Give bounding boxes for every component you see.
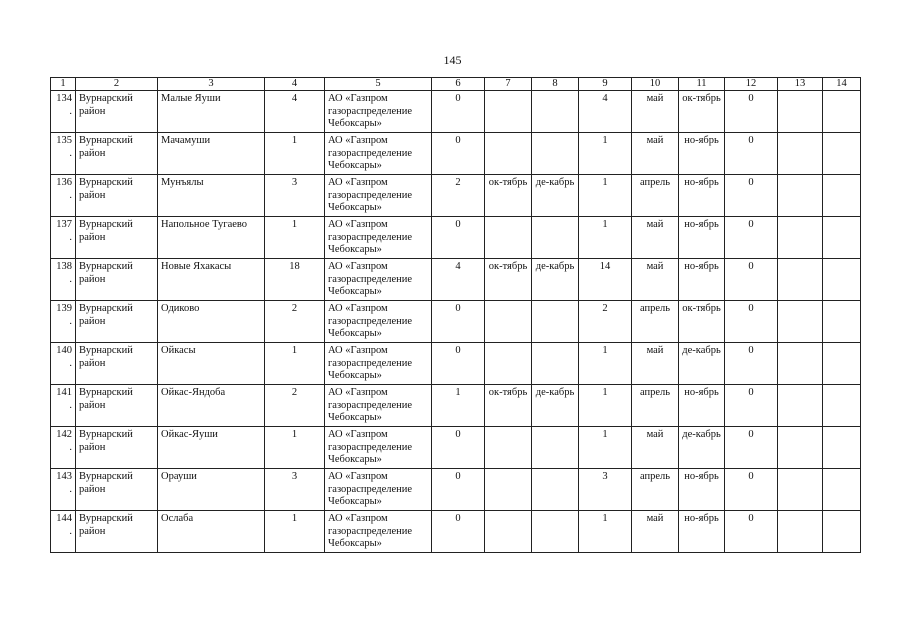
col4-cell: 1 — [265, 511, 325, 553]
col4-cell: 3 — [265, 175, 325, 217]
col8-cell — [532, 343, 579, 385]
col12-cell: 0 — [725, 91, 778, 133]
table-row — [51, 133, 861, 175]
col6-cell: 0 — [432, 427, 485, 469]
col9-cell: 1 — [579, 133, 632, 175]
organization-cell: АО «Газпром газораспределение Чебоксары» — [325, 175, 432, 217]
col7-cell: ок-тябрь — [485, 175, 532, 217]
col6-cell: 0 — [432, 91, 485, 133]
district-cell: Вурнарский район — [76, 175, 158, 217]
col14-cell — [823, 133, 861, 175]
col6-cell: 0 — [432, 343, 485, 385]
settlement-cell: Орауши — [158, 469, 265, 511]
col11-cell: де-кабрь — [679, 427, 725, 469]
col6-cell: 4 — [432, 259, 485, 301]
col4-cell: 1 — [265, 217, 325, 259]
organization-cell: АО «Газпром газораспределение Чебоксары» — [325, 133, 432, 175]
col13-cell — [778, 343, 823, 385]
column-header-3: 3 — [158, 78, 265, 91]
col14-cell — [823, 217, 861, 259]
col10-cell: май — [632, 91, 679, 133]
col14-cell — [823, 301, 861, 343]
col10-cell: апрель — [632, 385, 679, 427]
col9-cell: 1 — [579, 427, 632, 469]
col11-cell: де-кабрь — [679, 343, 725, 385]
column-header-2: 2 — [76, 78, 158, 91]
col4-cell: 2 — [265, 385, 325, 427]
column-header-11: 11 — [679, 78, 725, 91]
table-row — [51, 469, 861, 511]
data-table — [50, 77, 861, 553]
table-row — [51, 91, 861, 133]
col7-cell: ок-тябрь — [485, 259, 532, 301]
col4-cell: 1 — [265, 427, 325, 469]
col7-cell — [485, 511, 532, 553]
col14-cell — [823, 343, 861, 385]
district-cell: Вурнарский район — [76, 469, 158, 511]
col6-cell: 0 — [432, 469, 485, 511]
col4-cell: 2 — [265, 301, 325, 343]
col12-cell: 0 — [725, 469, 778, 511]
col9-cell: 1 — [579, 511, 632, 553]
row-number: 142. — [51, 427, 76, 469]
settlement-cell: Мунъялы — [158, 175, 265, 217]
col10-cell: апрель — [632, 301, 679, 343]
organization-cell: АО «Газпром газораспределение Чебоксары» — [325, 91, 432, 133]
col6-cell: 1 — [432, 385, 485, 427]
column-header-5: 5 — [325, 78, 432, 91]
col11-cell: но-ябрь — [679, 511, 725, 553]
col4-cell: 3 — [265, 469, 325, 511]
col12-cell: 0 — [725, 133, 778, 175]
col11-cell: но-ябрь — [679, 175, 725, 217]
col12-cell: 0 — [725, 301, 778, 343]
col7-cell — [485, 133, 532, 175]
col14-cell — [823, 259, 861, 301]
settlement-cell: Ослаба — [158, 511, 265, 553]
col9-cell: 3 — [579, 469, 632, 511]
organization-cell: АО «Газпром газораспределение Чебоксары» — [325, 343, 432, 385]
settlement-cell: Ойкас-Яндоба — [158, 385, 265, 427]
row-number: 140. — [51, 343, 76, 385]
col7-cell — [485, 301, 532, 343]
district-cell: Вурнарский район — [76, 343, 158, 385]
col13-cell — [778, 385, 823, 427]
row-number: 137. — [51, 217, 76, 259]
column-header-8: 8 — [532, 78, 579, 91]
column-header-6: 6 — [432, 78, 485, 91]
col11-cell: но-ябрь — [679, 217, 725, 259]
col6-cell: 0 — [432, 511, 485, 553]
col10-cell: апрель — [632, 175, 679, 217]
col6-cell: 0 — [432, 301, 485, 343]
col10-cell: май — [632, 259, 679, 301]
settlement-cell: Новые Яхакасы — [158, 259, 265, 301]
row-number: 139. — [51, 301, 76, 343]
settlement-cell: Ойкас-Яуши — [158, 427, 265, 469]
col11-cell: но-ябрь — [679, 385, 725, 427]
col7-cell — [485, 427, 532, 469]
col14-cell — [823, 175, 861, 217]
col8-cell — [532, 511, 579, 553]
table-row — [51, 427, 861, 469]
column-header-12: 12 — [725, 78, 778, 91]
settlement-cell: Одиково — [158, 301, 265, 343]
organization-cell: АО «Газпром газораспределение Чебоксары» — [325, 469, 432, 511]
col8-cell: де-кабрь — [532, 259, 579, 301]
col13-cell — [778, 259, 823, 301]
col11-cell: но-ябрь — [679, 259, 725, 301]
col7-cell — [485, 217, 532, 259]
col9-cell: 1 — [579, 217, 632, 259]
col14-cell — [823, 385, 861, 427]
col10-cell: май — [632, 133, 679, 175]
col12-cell: 0 — [725, 259, 778, 301]
col13-cell — [778, 427, 823, 469]
col8-cell — [532, 133, 579, 175]
table-row — [51, 385, 861, 427]
settlement-cell: Мачамуши — [158, 133, 265, 175]
district-cell: Вурнарский район — [76, 511, 158, 553]
col8-cell — [532, 301, 579, 343]
table-row — [51, 217, 861, 259]
settlement-cell: Ойкасы — [158, 343, 265, 385]
table-body — [51, 91, 861, 553]
row-number: 141. — [51, 385, 76, 427]
col9-cell: 14 — [579, 259, 632, 301]
col9-cell: 1 — [579, 385, 632, 427]
organization-cell: АО «Газпром газораспределение Чебоксары» — [325, 385, 432, 427]
col14-cell — [823, 511, 861, 553]
row-number: 138. — [51, 259, 76, 301]
col13-cell — [778, 469, 823, 511]
district-cell: Вурнарский район — [76, 133, 158, 175]
column-header-4: 4 — [265, 78, 325, 91]
organization-cell: АО «Газпром газораспределение Чебоксары» — [325, 511, 432, 553]
column-header-9: 9 — [579, 78, 632, 91]
col8-cell — [532, 427, 579, 469]
col4-cell: 1 — [265, 133, 325, 175]
col13-cell — [778, 511, 823, 553]
col14-cell — [823, 469, 861, 511]
organization-cell: АО «Газпром газораспределение Чебоксары» — [325, 301, 432, 343]
column-header-10: 10 — [632, 78, 679, 91]
column-header-14: 14 — [823, 78, 861, 91]
district-cell: Вурнарский район — [76, 91, 158, 133]
table-row — [51, 175, 861, 217]
col10-cell: май — [632, 511, 679, 553]
col11-cell: ок-тябрь — [679, 91, 725, 133]
col11-cell: ок-тябрь — [679, 301, 725, 343]
col6-cell: 0 — [432, 133, 485, 175]
table-row — [51, 301, 861, 343]
col8-cell — [532, 217, 579, 259]
col8-cell: де-кабрь — [532, 385, 579, 427]
col12-cell: 0 — [725, 175, 778, 217]
row-number: 136. — [51, 175, 76, 217]
district-cell: Вурнарский район — [76, 301, 158, 343]
col4-cell: 1 — [265, 343, 325, 385]
district-cell: Вурнарский район — [76, 427, 158, 469]
column-header-1: 1 — [51, 78, 76, 91]
col10-cell: май — [632, 343, 679, 385]
col14-cell — [823, 91, 861, 133]
col13-cell — [778, 133, 823, 175]
col8-cell — [532, 469, 579, 511]
col7-cell — [485, 343, 532, 385]
col9-cell: 2 — [579, 301, 632, 343]
table-row — [51, 343, 861, 385]
column-header-7: 7 — [485, 78, 532, 91]
settlement-cell: Напольное Тугаево — [158, 217, 265, 259]
row-number: 134. — [51, 91, 76, 133]
settlement-cell: Малые Яуши — [158, 91, 265, 133]
district-cell: Вурнарский район — [76, 217, 158, 259]
col9-cell: 1 — [579, 343, 632, 385]
district-cell: Вурнарский район — [76, 385, 158, 427]
organization-cell: АО «Газпром газораспределение Чебоксары» — [325, 217, 432, 259]
table-header-row — [51, 78, 861, 91]
col6-cell: 2 — [432, 175, 485, 217]
col8-cell — [532, 91, 579, 133]
col12-cell: 0 — [725, 343, 778, 385]
col12-cell: 0 — [725, 217, 778, 259]
col13-cell — [778, 217, 823, 259]
row-number: 143. — [51, 469, 76, 511]
col9-cell: 4 — [579, 91, 632, 133]
row-number: 144. — [51, 511, 76, 553]
col13-cell — [778, 301, 823, 343]
col14-cell — [823, 427, 861, 469]
col10-cell: апрель — [632, 469, 679, 511]
col12-cell: 0 — [725, 427, 778, 469]
col4-cell: 4 — [265, 91, 325, 133]
col7-cell — [485, 469, 532, 511]
table-row — [51, 511, 861, 553]
col11-cell: но-ябрь — [679, 469, 725, 511]
table-row — [51, 259, 861, 301]
col10-cell: май — [632, 427, 679, 469]
district-cell: Вурнарский район — [76, 259, 158, 301]
page-number: 145 — [443, 53, 462, 67]
col7-cell: ок-тябрь — [485, 385, 532, 427]
col12-cell: 0 — [725, 385, 778, 427]
col13-cell — [778, 91, 823, 133]
row-number: 135. — [51, 133, 76, 175]
col10-cell: май — [632, 217, 679, 259]
col12-cell: 0 — [725, 511, 778, 553]
col9-cell: 1 — [579, 175, 632, 217]
column-header-13: 13 — [778, 78, 823, 91]
col13-cell — [778, 175, 823, 217]
organization-cell: АО «Газпром газораспределение Чебоксары» — [325, 427, 432, 469]
organization-cell: АО «Газпром газораспределение Чебоксары» — [325, 259, 432, 301]
col4-cell: 18 — [265, 259, 325, 301]
col8-cell: де-кабрь — [532, 175, 579, 217]
col7-cell — [485, 91, 532, 133]
col11-cell: но-ябрь — [679, 133, 725, 175]
col6-cell: 0 — [432, 217, 485, 259]
